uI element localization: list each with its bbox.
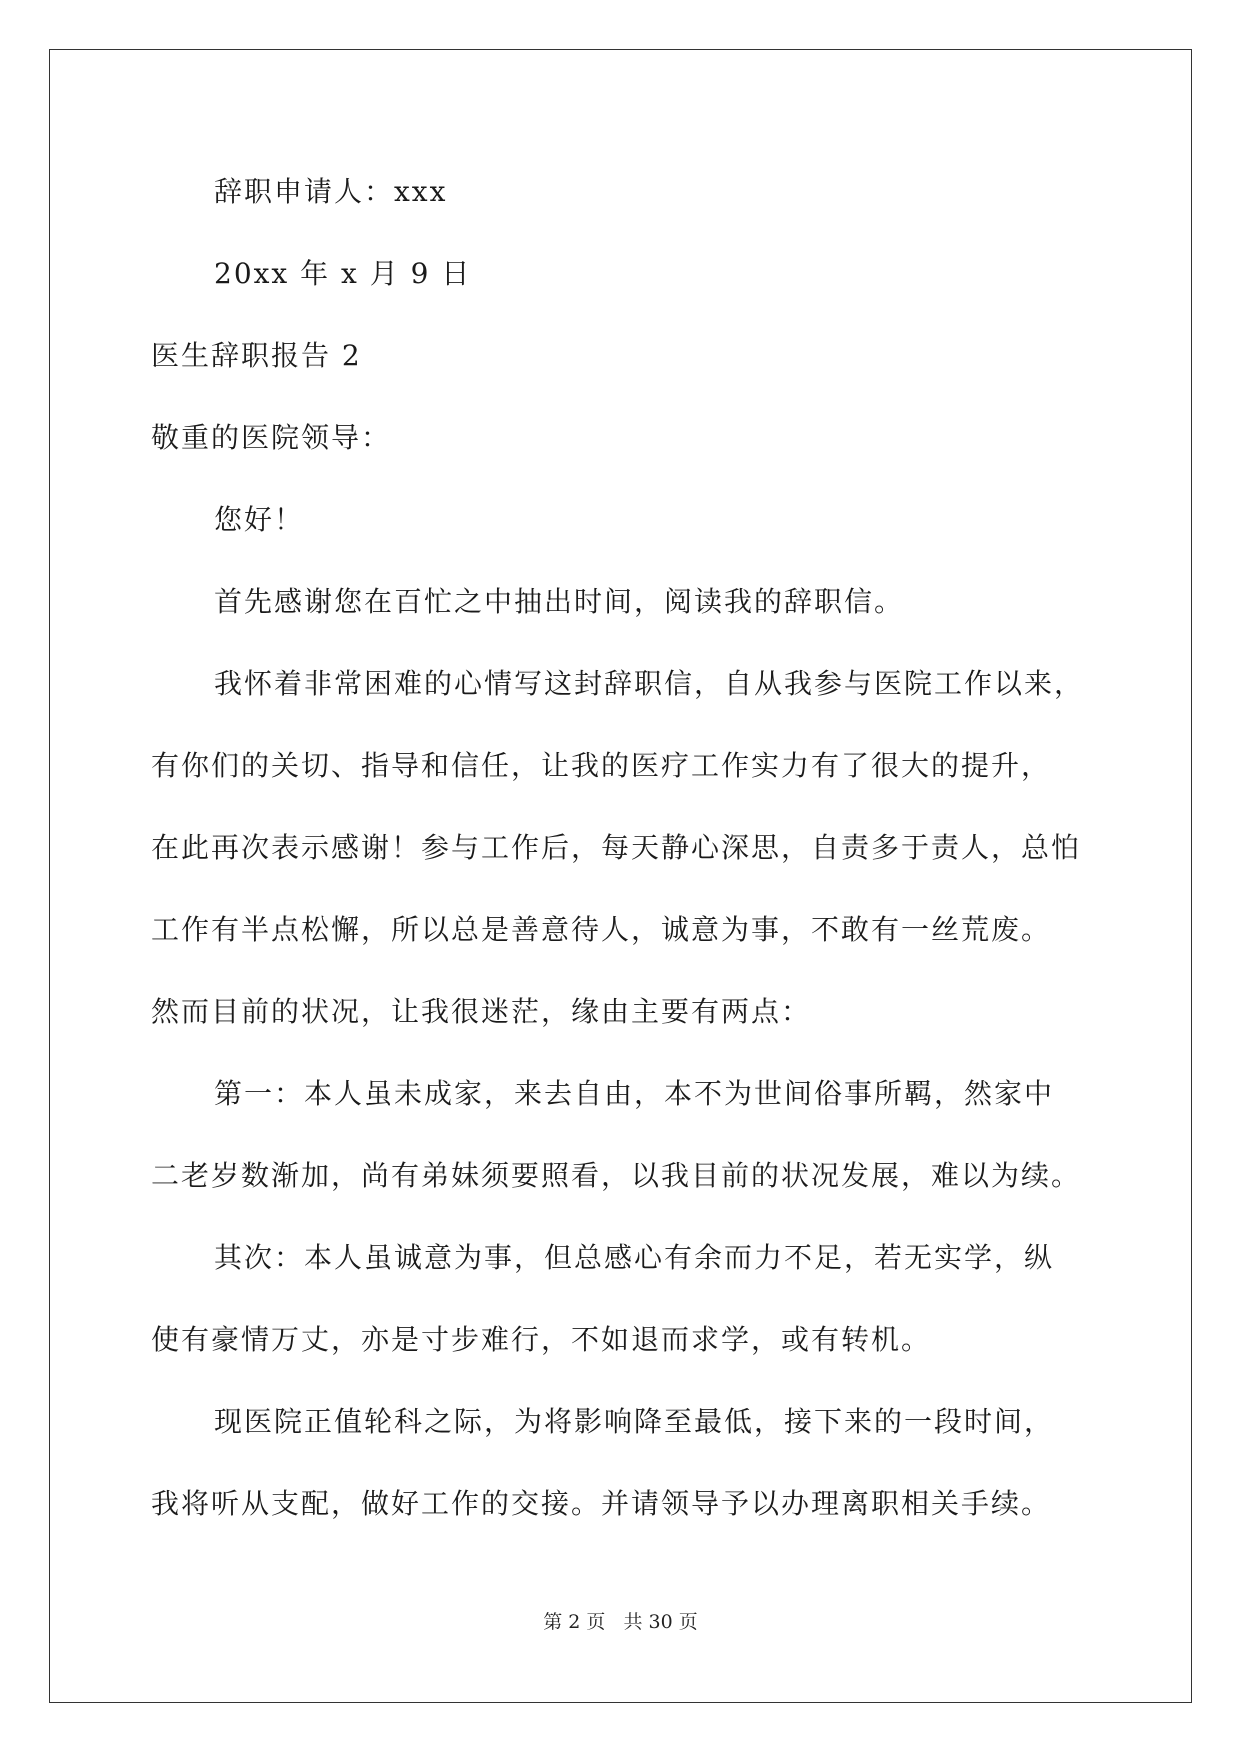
body-line: 使有豪情万丈，亦是寸步难行，不如退而求学，或有转机。 <box>151 1323 932 1356</box>
body-line: 其次：本人虽诚意为事，但总感心有余而力不足，若无实学，纵 <box>214 1241 1055 1274</box>
page-border <box>49 49 1192 1703</box>
applicant-line: 辞职申请人：xxx <box>214 175 448 208</box>
body-line: 现医院正值轮科之际，为将影响降至最低，接下来的一段时间， <box>214 1405 1055 1438</box>
body-line: 有你们的关切、指导和信任，让我的医疗工作实力有了很大的提升， <box>151 749 1052 782</box>
body-line: 在此再次表示感谢！参与工作后，每天静心深思，自责多于责人，总怕 <box>151 831 1082 864</box>
salutation: 敬重的医院领导： <box>151 421 392 454</box>
body-line: 工作有半点松懈，所以总是善意待人，诚意为事，不敢有一丝荒废。 <box>151 913 1052 946</box>
page-number: 第 2 页 <box>543 1611 606 1633</box>
report-title: 医生辞职报告 2 <box>151 339 362 372</box>
body-line: 二老岁数渐加，尚有弟妹须要照看，以我目前的状况发展，难以为续。 <box>151 1159 1082 1192</box>
total-pages: 共 30 页 <box>623 1611 698 1633</box>
date-line: 20xx 年 x 月 9 日 <box>214 257 472 290</box>
body-line: 我怀着非常困难的心情写这封辞职信，自从我参与医院工作以来， <box>214 667 1085 700</box>
body-line: 然而目前的状况，让我很迷茫，缘由主要有两点： <box>151 995 812 1028</box>
body-line: 我将听从支配，做好工作的交接。并请领导予以办理离职相关手续。 <box>151 1487 1052 1520</box>
page-footer <box>0 1610 1241 1634</box>
body-line: 首先感谢您在百忙之中抽出时间，阅读我的辞职信。 <box>214 585 905 618</box>
body-line: 第一：本人虽未成家，来去自由，本不为世间俗事所羁，然家中 <box>214 1077 1055 1110</box>
greeting: 您好！ <box>214 503 305 536</box>
